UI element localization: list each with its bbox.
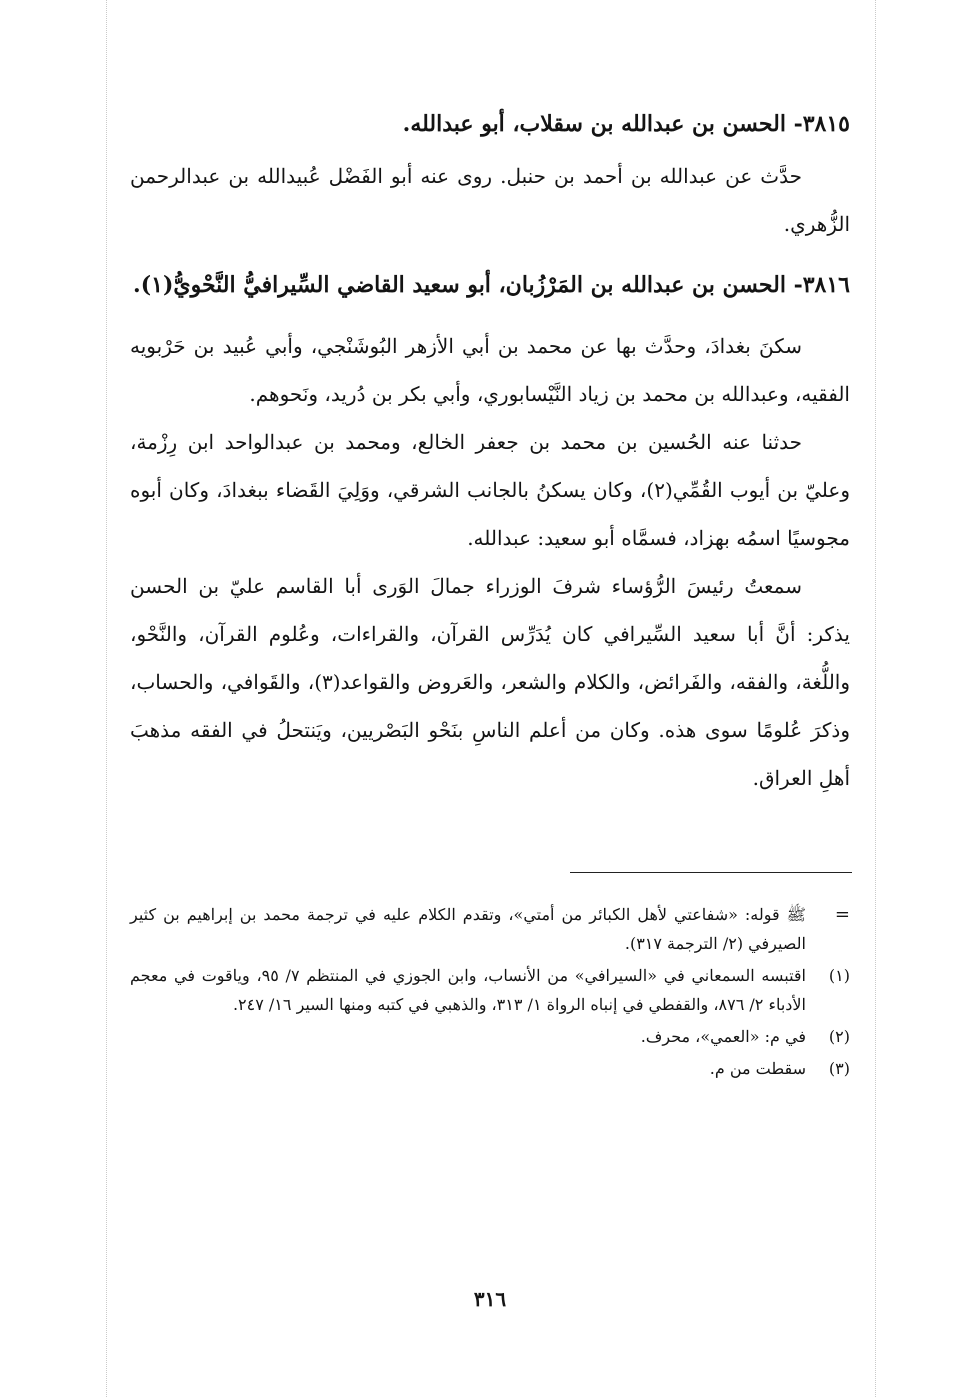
entry-paragraph: سمعتُ رئيسَ الرُّؤساء شرفَ الوزراء جمالَ الوَرى أبا القاسم عليّ بن الحسن يذكر: أنَّ أبا سعيد السِّيرافي كان يُدَرِّس القرآن، والقراءات، وعُلوم القرآن، والنَّحْو، واللُّغة، والفقه، والفَرائض، والكلام والشعر، والعَروض والقواعد(٣)، والقَوافي، والحساب، وذكرَ عُلومًا سوى هذه. وكان من أعلم الناسِ بنَحْو البَصْريين، ويَنتحلُ في الفقه مذهبَ أهلِ العراق. [130, 574, 851, 790]
scan-guide-line [106, 0, 107, 1397]
footnote-number: (٣) [828, 1059, 850, 1078]
entry-paragraph: حدَّث عن عبدالله بن أحمد بن حنبل. روى عنه أبو الفَضْل عُبيدالله بن عبدالرحمن الزُّهري. [130, 164, 850, 236]
footnote-2 [130, 1022, 850, 1051]
footnote-3 [130, 1054, 850, 1083]
footnote-continuation [130, 900, 850, 958]
footnote-text: في م: «العمي»، محرف. [640, 1027, 806, 1046]
footnote-number: (٢) [828, 1027, 850, 1046]
page-body [130, 96, 850, 802]
footnote-number: (١) [828, 966, 850, 985]
footnote-1 [130, 961, 850, 1019]
page-number: ٣١٦ [473, 1287, 507, 1311]
entry-title-3816: ٣٨١٦- الحسن بن عبدالله بن المَرْزُبان، أبو سعيد القاضي السِّيرافيُّ النَّحْويُّ(١). [133, 272, 850, 298]
footnote-text: ﷺ قوله: «شفاعتي لأهل الكبائر من أمتي»، وتقدم الكلام عليه في ترجمة محمد بن إبراهيم بن كثير الصيرفي (٢/ الترجمة ٣١٧). [130, 905, 806, 953]
scan-guide-line [875, 0, 876, 1397]
footnote-text: سقطت من م. [709, 1059, 806, 1078]
footnotes [130, 900, 850, 1086]
footnote-separator [570, 872, 852, 873]
entry-paragraph: حدثنا عنه الحُسين بن محمد بن جعفر الخالع، ومحمد بن عبدالواحد ابن رِزْمة، وعليّ بن أيوب القُمِّي(٢)، وكان يسكنُ بالجانب الشرقي، ووَلِيَ القَضاء ببغدادَ، وكان أبوه مجوسيًا اسمُه بهزاد، فسمَّاه أبو سعيد: عبدالله. [130, 430, 850, 550]
entry-title-3815: ٣٨١٥- الحسن بن عبدالله بن سقلاب، أبو عبدالله. [402, 111, 850, 137]
entry-paragraph: سكنَ بغدادَ، وحدَّث بها عن محمد بن أبي الأزهر البُوشَنْجي، وأبي عُبيد بن حَرْبويه الفقيه، وعبدالله بن محمد بن زياد النَّيْسابوري، وأبي بكر بن دُريد، ونَحوهم. [130, 334, 850, 406]
footnote-text: اقتبسه السمعاني في «السيرافي» من الأنساب، وابن الجوزي في المنتظم ٧/ ٩٥، وياقوت في معجم الأدباء ٢/ ٨٧٦، والقفطي في إنباه الرواة ١/ ٣١٣، والذهبي في كتبه ومنها السير ١٦/ ٢٤٧. [130, 966, 807, 1014]
continuation-marker: = [834, 904, 850, 925]
